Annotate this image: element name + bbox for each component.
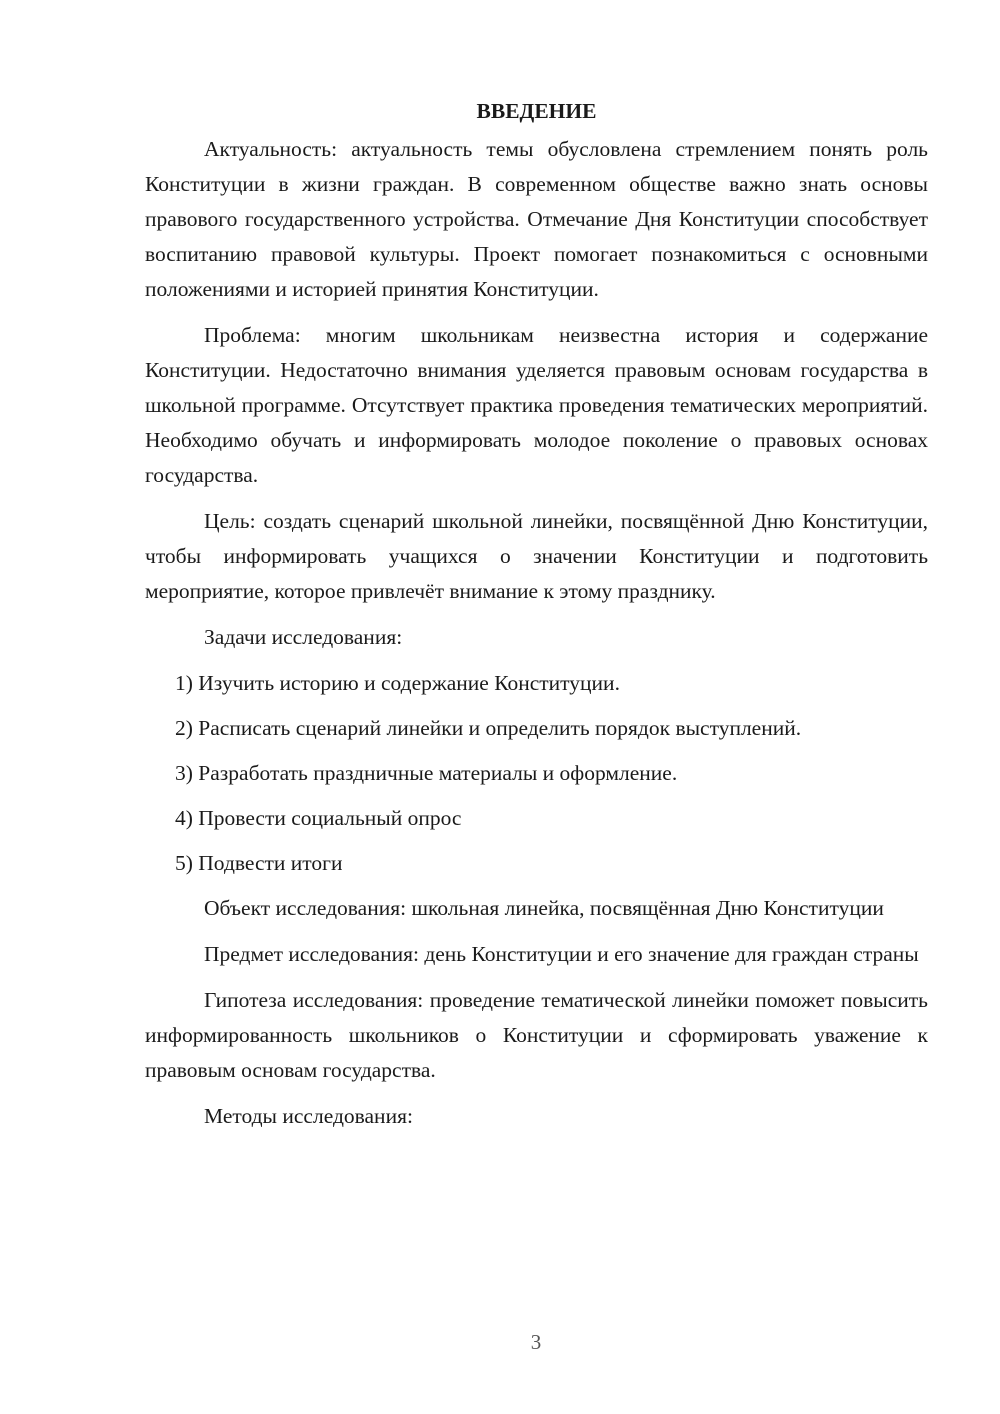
list-item: 1) Изучить историю и содержание Конституции.	[175, 671, 620, 695]
paragraph-problem: Проблема: многим школьникам неизвестна история и содержание Конституции. Недостаточно внимания уделяется правовым основам государства в школьной программе. Отсутствует практика проведения тематических мероприятий. Необходимо обучать и информировать молодое поколение о правовых основах государства.	[145, 323, 928, 487]
paragraph-object: Объект исследования: школьная линейка, посвящённая Дню Конституции	[204, 896, 884, 920]
tasks-list	[145, 666, 928, 881]
paragraph-relevance: Актуальность: актуальность темы обусловлена стремлением понять роль Конституции в жизни граждан. В современном обществе важно знать основы правового государственного устройства. Отмечание Дня Конституции способствует воспитанию правовой культуры. Проект помогает познакомиться с основными положениями и историей принятия Конституции.	[145, 137, 928, 301]
tasks-heading: Задачи исследования:	[204, 625, 403, 649]
list-item: 5) Подвести итоги	[175, 851, 343, 875]
paragraph-goal: Цель: создать сценарий школьной линейки, посвящённой Дню Конституции, чтобы информировать учащихся о значении Конституции и подготовить мероприятие, которое привлечёт внимание к этому празднику.	[145, 509, 928, 603]
list-item: 4) Провести социальный опрос	[175, 806, 462, 830]
list-item: 3) Разработать праздничные материалы и оформление.	[175, 761, 678, 785]
list-item: 2) Расписать сценарий линейки и определить порядок выступлений.	[175, 716, 802, 740]
document-page	[145, 94, 928, 1145]
page-number: 3	[530, 1330, 542, 1354]
section-title: ВВЕДЕНИЕ	[476, 99, 597, 123]
paragraph-subject: Предмет исследования: день Конституции и его значение для граждан страны	[204, 942, 919, 966]
methods-heading: Методы исследования:	[204, 1104, 413, 1128]
paragraph-hypothesis: Гипотеза исследования: проведение тематической линейки поможет повысить информированность школьников о Конституции и сформировать уважение к правовым основам государства.	[145, 988, 928, 1082]
